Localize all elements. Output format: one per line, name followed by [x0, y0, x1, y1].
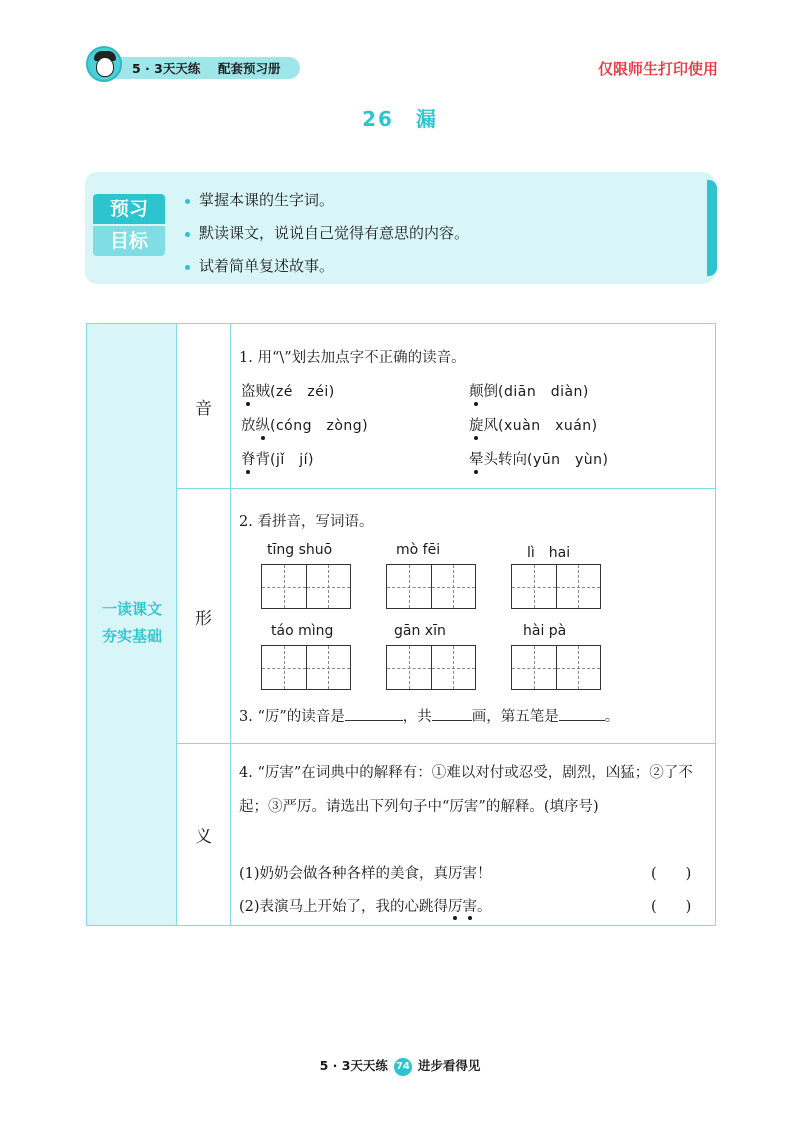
question-2: 2. 看拼音，写词语。	[239, 514, 374, 530]
pinyin-choice[interactable]: 晕头转向(yūn yùn)	[469, 452, 609, 468]
answer-paren[interactable]: ( )	[651, 866, 692, 882]
row-form	[177, 489, 715, 744]
mascot-icon	[86, 46, 122, 82]
print-note: 仅限师生打印使用	[597, 60, 718, 78]
page-footer	[0, 1056, 800, 1076]
sentence-2: (2)表演马上开始了，我的心跳得厉害。	[239, 899, 492, 915]
pinyin-choice[interactable]: 放纵(cóng zòng)	[241, 418, 369, 434]
pinyin-choice[interactable]: 脊背(jǐ jí)	[241, 452, 314, 468]
exercise-table	[86, 323, 716, 926]
page-number: 74	[394, 1058, 412, 1076]
section-label-line2: 夯实基础	[101, 627, 162, 645]
row-body-meaning	[231, 744, 715, 925]
row-sound	[177, 324, 715, 489]
row-label-meaning: 义	[177, 744, 231, 925]
pinyin-choice[interactable]: 颠倒(diān diàn)	[469, 384, 589, 400]
goal-item: 试着简单复述故事。	[185, 250, 469, 283]
goal-item: 默读课文，说说自己觉得有意思的内容。	[185, 217, 469, 250]
goals-tab-decoration	[707, 180, 717, 276]
goals-label-line1: 预习	[93, 194, 165, 224]
pinyin-choice[interactable]: 旋风(xuàn xuán)	[469, 418, 598, 434]
row-body-sound	[231, 324, 715, 488]
brand-subtitle: 配套预习册	[218, 61, 281, 76]
goal-item: 掌握本课的生字词。	[185, 184, 469, 217]
answer-blank[interactable]	[432, 707, 472, 721]
goals-label	[93, 194, 173, 258]
row-meaning	[177, 744, 715, 925]
lesson-number: 26	[362, 107, 394, 131]
row-label-form: 形	[177, 489, 231, 743]
answer-paren[interactable]: ( )	[651, 899, 692, 915]
row-label-sound: 音	[177, 324, 231, 488]
row-body-form: 2. 看拼音，写词语。 tīng shuō mò fēi lì hai táo mìng gān xīn hài pà 3. “厉”的读音是 ，共 画，第五笔是 。	[231, 489, 715, 743]
lesson-name: 漏	[415, 107, 438, 131]
section-label-line1: 一读课文	[101, 600, 162, 618]
brand-name: 5 · 3天天练	[132, 61, 201, 76]
question-1: 1. 用“\”划去加点字不正确的读音。	[239, 350, 466, 366]
footer-brand: 5 · 3天天练	[319, 1058, 388, 1073]
section-label	[87, 596, 177, 650]
preview-goals-box	[85, 172, 715, 284]
sentence-1: (1)奶奶会做各种各样的美食，真厉害！	[239, 866, 492, 882]
question-4: 4. “厉害”在词典中的解释有：①难以对付或忍受，剧烈，凶猛；②了不起；③严厉。请选出下列句子中“厉害”的解释。(填序号)	[239, 765, 693, 815]
question-3: 3. “厉”的读音是 ，共 画，第五笔是 。	[239, 709, 620, 725]
answer-blank[interactable]	[559, 707, 605, 721]
answer-blank[interactable]	[345, 707, 403, 721]
section-side-panel	[87, 324, 177, 925]
goals-label-line2: 目标	[93, 226, 165, 256]
footer-slogan: 进步看得见	[417, 1058, 481, 1073]
lesson-title	[0, 103, 800, 132]
goals-list	[185, 184, 469, 283]
pinyin-choice[interactable]: 盗贼(zé zéi)	[241, 384, 335, 400]
